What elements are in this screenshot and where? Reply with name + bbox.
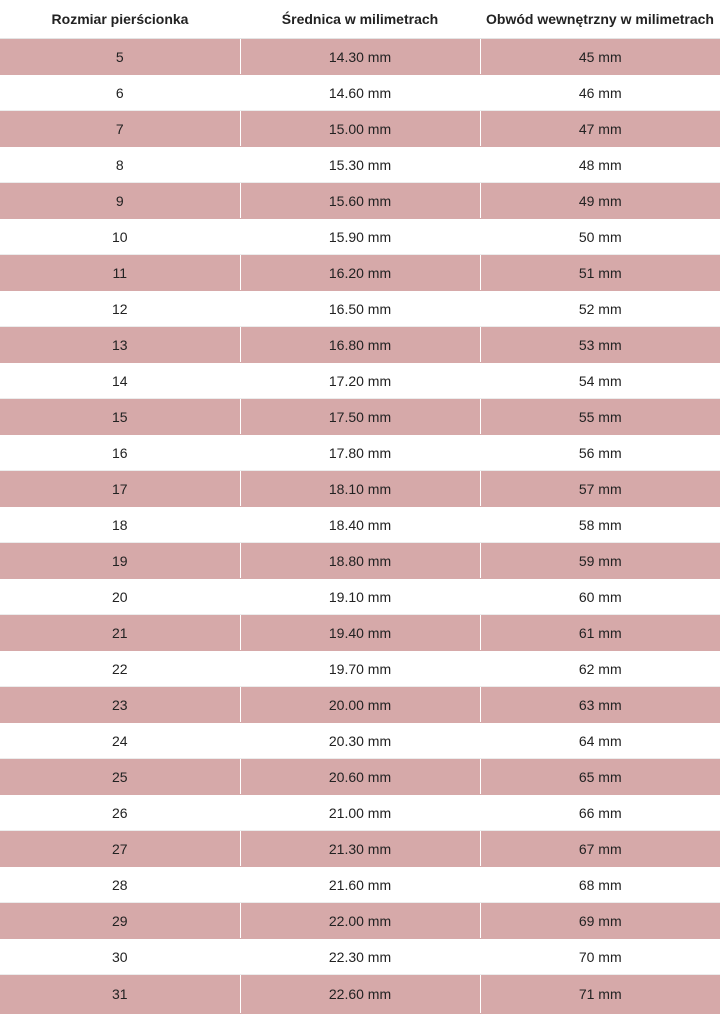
table-row [0,759,720,795]
cell-diameter: 20.30 mm [240,723,480,759]
header-row [0,0,720,39]
table-row [0,579,720,615]
table-row [0,39,720,75]
cell-ring-size: 29 [0,903,240,939]
cell-circumference: 49 mm [480,183,720,219]
cell-circumference: 51 mm [480,255,720,291]
cell-diameter: 17.50 mm [240,399,480,435]
cell-diameter: 14.30 mm [240,39,480,75]
cell-circumference: 64 mm [480,723,720,759]
cell-circumference: 47 mm [480,111,720,147]
table-row [0,543,720,579]
cell-circumference: 63 mm [480,687,720,723]
cell-ring-size: 20 [0,579,240,615]
cell-circumference: 62 mm [480,651,720,687]
cell-diameter: 20.00 mm [240,687,480,723]
table-row [0,327,720,363]
cell-ring-size: 22 [0,651,240,687]
table-row [0,939,720,975]
cell-diameter: 18.40 mm [240,507,480,543]
table-row [0,399,720,435]
cell-circumference: 56 mm [480,435,720,471]
table-row [0,147,720,183]
table-row [0,219,720,255]
cell-ring-size: 6 [0,75,240,111]
cell-circumference: 61 mm [480,615,720,651]
table-row [0,183,720,219]
table-row [0,471,720,507]
cell-circumference: 50 mm [480,219,720,255]
cell-circumference: 68 mm [480,867,720,903]
cell-circumference: 69 mm [480,903,720,939]
cell-circumference: 57 mm [480,471,720,507]
cell-diameter: 15.00 mm [240,111,480,147]
table-row [0,435,720,471]
cell-ring-size: 23 [0,687,240,723]
cell-circumference: 53 mm [480,327,720,363]
header-ring-size: Rozmiar pierścionka [0,0,240,39]
cell-ring-size: 21 [0,615,240,651]
table-row [0,651,720,687]
cell-circumference: 60 mm [480,579,720,615]
cell-diameter: 19.70 mm [240,651,480,687]
cell-circumference: 52 mm [480,291,720,327]
cell-diameter: 19.40 mm [240,615,480,651]
cell-diameter: 14.60 mm [240,75,480,111]
cell-diameter: 15.90 mm [240,219,480,255]
cell-circumference: 66 mm [480,795,720,831]
cell-ring-size: 8 [0,147,240,183]
cell-ring-size: 26 [0,795,240,831]
cell-ring-size: 27 [0,831,240,867]
table-row [0,723,720,759]
table-row [0,507,720,543]
table-row [0,831,720,867]
cell-diameter: 22.00 mm [240,903,480,939]
cell-circumference: 71 mm [480,975,720,1014]
cell-ring-size: 5 [0,39,240,75]
cell-diameter: 21.60 mm [240,867,480,903]
cell-ring-size: 11 [0,255,240,291]
cell-diameter: 17.20 mm [240,363,480,399]
cell-ring-size: 18 [0,507,240,543]
table-row [0,975,720,1014]
cell-circumference: 65 mm [480,759,720,795]
table-row [0,363,720,399]
table-header [0,0,720,39]
cell-circumference: 58 mm [480,507,720,543]
cell-diameter: 22.60 mm [240,975,480,1014]
cell-circumference: 67 mm [480,831,720,867]
table-row [0,255,720,291]
table-row [0,615,720,651]
table-row [0,795,720,831]
table-body [0,39,720,1014]
table-row [0,867,720,903]
cell-ring-size: 10 [0,219,240,255]
cell-ring-size: 24 [0,723,240,759]
cell-diameter: 21.30 mm [240,831,480,867]
table-row [0,291,720,327]
table-row [0,687,720,723]
cell-diameter: 19.10 mm [240,579,480,615]
cell-diameter: 18.80 mm [240,543,480,579]
cell-circumference: 48 mm [480,147,720,183]
cell-diameter: 15.60 mm [240,183,480,219]
cell-ring-size: 14 [0,363,240,399]
cell-ring-size: 25 [0,759,240,795]
table-row [0,75,720,111]
cell-ring-size: 7 [0,111,240,147]
cell-diameter: 16.50 mm [240,291,480,327]
cell-circumference: 54 mm [480,363,720,399]
cell-ring-size: 9 [0,183,240,219]
cell-diameter: 17.80 mm [240,435,480,471]
cell-ring-size: 13 [0,327,240,363]
cell-diameter: 16.20 mm [240,255,480,291]
cell-diameter: 20.60 mm [240,759,480,795]
cell-circumference: 45 mm [480,39,720,75]
cell-ring-size: 31 [0,975,240,1014]
cell-circumference: 55 mm [480,399,720,435]
cell-ring-size: 15 [0,399,240,435]
header-diameter: Średnica w milimetrach [240,0,480,39]
cell-ring-size: 12 [0,291,240,327]
cell-diameter: 18.10 mm [240,471,480,507]
cell-diameter: 22.30 mm [240,939,480,975]
cell-diameter: 21.00 mm [240,795,480,831]
cell-diameter: 15.30 mm [240,147,480,183]
cell-ring-size: 17 [0,471,240,507]
cell-ring-size: 30 [0,939,240,975]
cell-circumference: 59 mm [480,543,720,579]
table-row [0,903,720,939]
cell-circumference: 70 mm [480,939,720,975]
cell-ring-size: 16 [0,435,240,471]
cell-diameter: 16.80 mm [240,327,480,363]
cell-circumference: 46 mm [480,75,720,111]
cell-ring-size: 19 [0,543,240,579]
header-circumference: Obwód wewnętrzny w milimetrach [480,0,720,39]
cell-ring-size: 28 [0,867,240,903]
table-row [0,111,720,147]
